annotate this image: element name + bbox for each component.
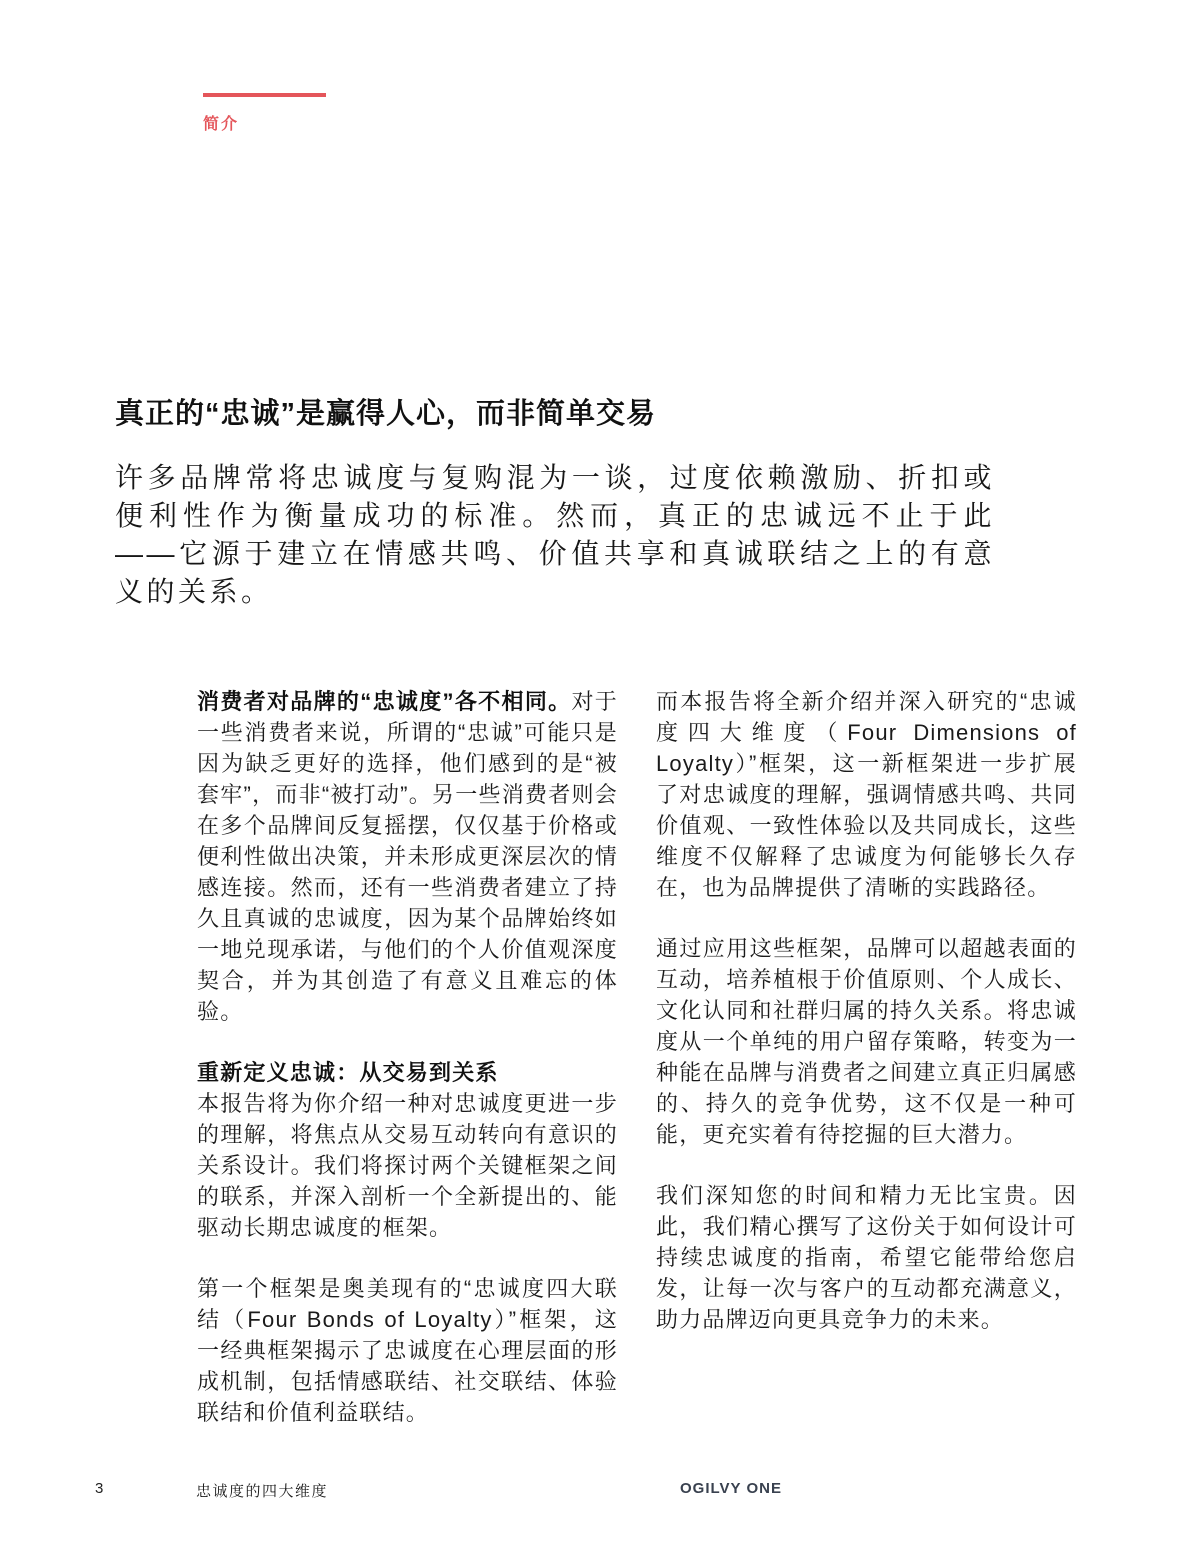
footer-brand: OGILVY ONE: [680, 1480, 782, 1497]
page-number: 3: [95, 1480, 105, 1497]
right-column: [656, 686, 1077, 1428]
section-kicker: 简介: [203, 116, 240, 133]
paragraph-four-bonds: 第一个框架是奥美现有的“忠诚度四大联结（Four Bonds of Loyalty）”框架，这一经典框架揭示了忠诚度在心理层面的形成机制，包括情感联结、社交联结、体验联结和价值利益联结。: [197, 1276, 618, 1425]
paragraph-applying-frameworks: 通过应用这些框架，品牌可以超越表面的互动，培养植根于价值原则、个人成长、文化认同和社群归属的持久关系。将忠诚度从一个单纯的用户留存策略，转变为一种能在品牌与消费者之间建立真正归属感的、持久的竞争优势，这不仅是一种可能，更充实着有待挖掘的巨大潜力。: [656, 936, 1077, 1147]
section-rule: [203, 93, 326, 97]
page-title: 真正的“忠诚”是赢得人心，而非简单交易: [115, 398, 657, 430]
body-columns: [197, 686, 1077, 1428]
footer-doc-title: 忠诚度的四大维度: [196, 1483, 329, 1500]
left-column: [197, 686, 618, 1428]
paragraph-four-dimensions: 而本报告将全新介绍并深入研究的“忠诚度四大维度（Four Dimensions of Loyalty）”框架，这一新框架进一步扩展了对忠诚度的理解，强调情感共鸣、共同价值观、一致性体验以及共同成长，这些维度不仅解释了忠诚度为何能够长久存在，也为品牌提供了清晰的实践路径。: [656, 689, 1077, 900]
page-footer: [0, 1480, 1200, 1504]
paragraph-report-intro: 本报告将为你介绍一种对忠诚度更进一步的理解，将焦点从交易互动转向有意识的关系设计。我们将探讨两个关键框架之间的联系，并深入剖析一个全新提出的、能驱动长期忠诚度的框架。: [197, 1091, 618, 1240]
paragraph-consumer-loyalty: [197, 686, 618, 1027]
lead-sentence: 消费者对品牌的“忠诚度”各不相同。: [197, 689, 572, 714]
section-marker: [203, 93, 326, 134]
paragraph-text: 对于一些消费者来说，所谓的“忠诚”可能只是因为缺乏更好的选择，他们感到的是“被套牢”，而非“被打动”。另一些消费者则会在多个品牌间反复摇摆，仅仅基于价格或便利性做出决策，并未形成更深层次的情感连接。然而，还有一些消费者建立了持久且真诚的忠诚度，因为某个品牌始终如一地兑现承诺，与他们的个人价值观深度契合，并为其创造了有意义且难忘的体验。: [197, 689, 618, 1024]
paragraph-closing: 我们深知您的时间和精力无比宝贵。因此，我们精心撰写了这份关于如何设计可持续忠诚度的指南，希望它能带给您启发，让每一次与客户的互动都充满意义，助力品牌迈向更具竞争力的未来。: [656, 1183, 1077, 1332]
lede-paragraph: 许多品牌常将忠诚度与复购混为一谈，过度依赖激励、折扣或便利性作为衡量成功的标准。然而，真正的忠诚远不止于此——它源于建立在情感共鸣、价值共享和真诚联结之上的有意义的关系。: [115, 462, 995, 607]
subsection-title: 重新定义忠诚：从交易到关系: [197, 1060, 499, 1085]
